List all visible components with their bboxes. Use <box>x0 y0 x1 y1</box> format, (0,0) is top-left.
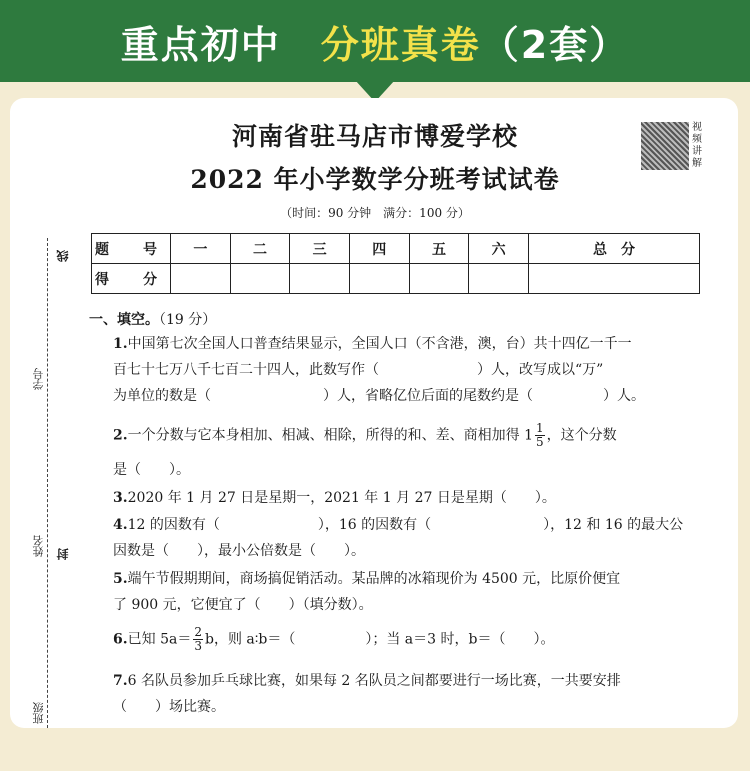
question-1: 1.中国第七次全国人口普查结果显示，全国人口（不含港，澳，台）共十四亿一千一 百七十七万八千七百二十四人，此数写作（ ）人，改写成以“万” 为单位的数是（ ）人，省略亿位后面的尾数约是（ ）人。 <box>113 336 645 404</box>
score-cell[interactable] <box>409 264 469 294</box>
score-header-cell: 题 号 <box>92 234 171 264</box>
header-banner <box>0 0 750 82</box>
student-id-label: 学号 <box>32 368 45 390</box>
question-2: 2.一个分数与它本身相加、相减、相除，所得的和、差、商相加得 1 $\frac{1}{5}$ ，这个分数 是（ ）。 <box>113 421 617 478</box>
class-label: 班级 <box>32 702 45 724</box>
binding-mark-line: 线 <box>56 250 70 262</box>
school-name: 河南省驻马店市博爱学校 <box>231 122 518 151</box>
score-header-cell: 二 <box>230 234 290 264</box>
score-header-cell: 总 分 <box>528 234 699 264</box>
name-label: 姓名 <box>32 535 45 557</box>
binding-mark-seal: 封 <box>56 548 70 560</box>
qr-code[interactable] <box>641 122 689 170</box>
question-7: 7.6 名队员参加乒乓球比赛，如果每 2 名队员之间都要进行一场比赛，一共要安排 （ ）场比赛。 <box>113 673 621 715</box>
score-row-label: 得 分 <box>92 264 171 294</box>
score-cell[interactable] <box>528 264 699 294</box>
score-header-cell: 五 <box>409 234 469 264</box>
exam-title: 2022 年小学数学分班考试试卷 <box>190 165 560 194</box>
question-5: 5.端午节假期期间，商场搞促销活动。某品牌的冰箱现价为 4500 元，比原价便宜 了 900 元，它便宜了（ ）（填分数）。 <box>113 571 621 613</box>
score-cell[interactable] <box>290 264 350 294</box>
score-header-cell: 四 <box>349 234 409 264</box>
question-3: 3.2020 年 1 月 27 日是星期一，2021 年 1 月 27 日是星期（ ）。 <box>113 490 556 506</box>
fraction: $\frac{1}{5}$ <box>535 421 544 449</box>
question-6: 6.已知 5a＝ $\frac{2}{3}$ b，则 a∶b＝（ ）；当 a＝3 时，b＝（ ）。 <box>113 625 555 653</box>
fraction: $\frac{2}{3}$ <box>194 625 202 653</box>
score-table-score-row <box>92 264 700 294</box>
score-cell[interactable] <box>469 264 529 294</box>
binding-line <box>47 238 48 728</box>
score-table-header-row <box>92 234 700 264</box>
score-cell[interactable] <box>349 264 409 294</box>
score-header-cell: 六 <box>469 234 529 264</box>
qr-label: 视频讲解 <box>692 122 702 169</box>
score-header-cell: 三 <box>290 234 350 264</box>
banner-title: 重点初中 分班真卷（2套） <box>120 23 630 67</box>
score-cell[interactable] <box>230 264 290 294</box>
score-cell[interactable] <box>171 264 231 294</box>
score-header-cell: 一 <box>171 234 231 264</box>
exam-info: （时间：90 分钟 满分：100 分） <box>280 206 470 220</box>
score-table <box>91 233 700 294</box>
section-title: 一、填空。（19 分） <box>89 312 217 328</box>
question-4: 4.12 的因数有（ ），16 的因数有（ ），12 和 16 的最大公 因数是（ ），最小公倍数是（ ）。 <box>113 517 684 559</box>
